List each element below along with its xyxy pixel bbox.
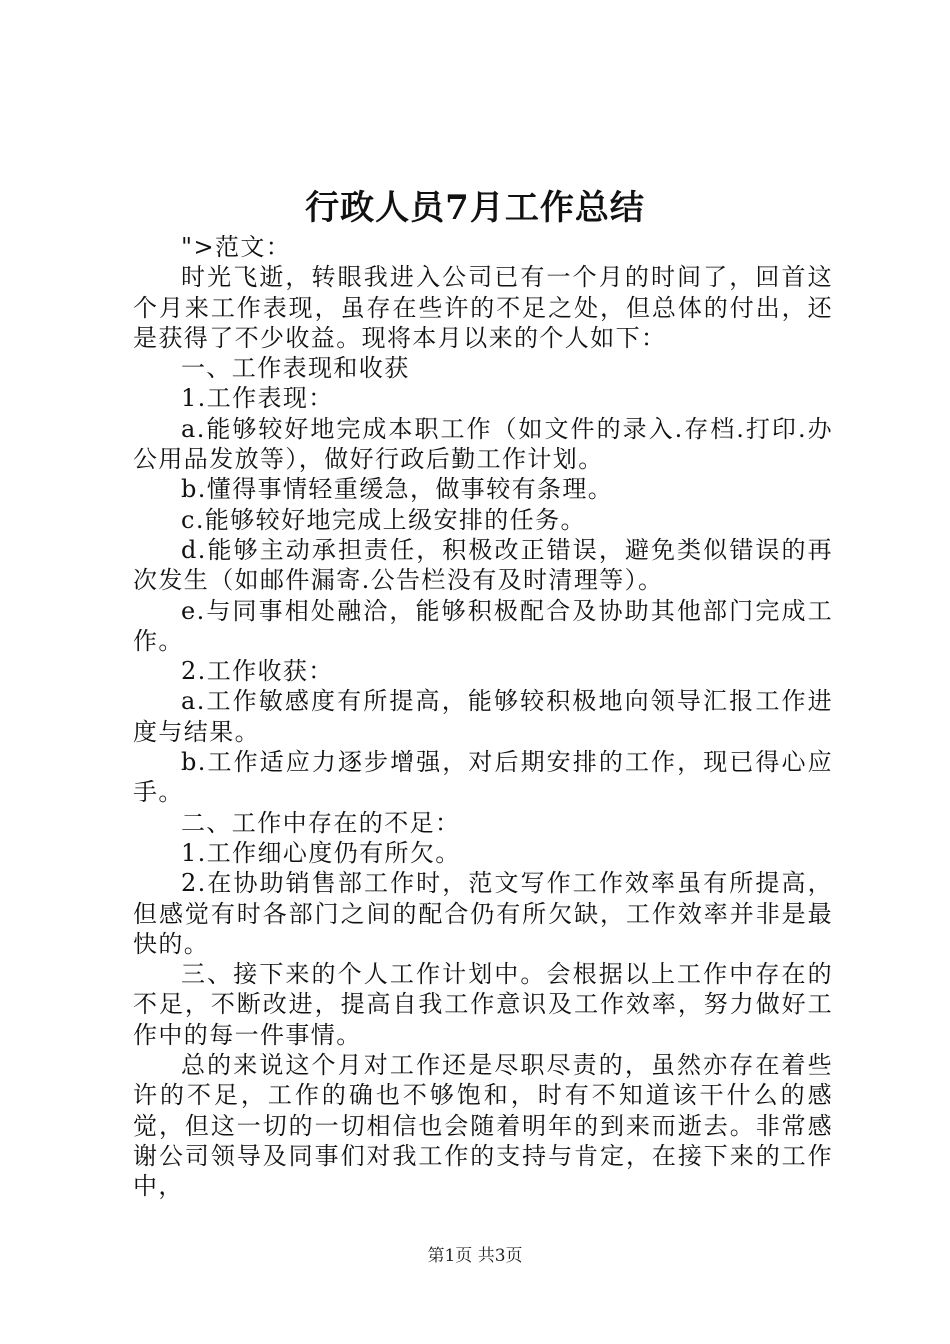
document-body xyxy=(133,232,833,1202)
list-item: b.懂得事情轻重缓急，做事较有条理。 xyxy=(181,475,614,504)
list-item: a.工作敏感度有所提高，能够较积极地向领导汇报工作进度与结果。 xyxy=(133,687,833,746)
list-item: 2.在协助销售部工作时，范文写作工作效率虽有所提高，但感觉有时各部门之间的配合仍有所欠缺，工作效率并非是最快的。 xyxy=(133,869,833,958)
paragraph: ">范文： xyxy=(181,233,292,261)
list-item: 1.工作细心度仍有所欠。 xyxy=(181,838,461,867)
list-item: d.能够主动承担责任，积极改正错误，避免类似错误的再次发生（如邮件漏寄.公告栏没有及时清理等）。 xyxy=(133,535,833,595)
section-heading: 一、工作表现和收获 xyxy=(181,354,410,383)
paragraph: 时光飞逝，转眼我进入公司已有一个月的时间了，回首这个月来工作表现，虽存在些许的不足之处，但总体的付出，还是获得了不少收益。现将本月以来的个人如下： xyxy=(133,263,833,352)
section-heading: 二、工作中存在的不足： xyxy=(181,808,461,837)
list-item: c.能够较好地完成上级安排的任务。 xyxy=(181,505,586,534)
list-item: e.与同事相处融洽，能够积极配合及协助其他部门完成工作。 xyxy=(133,596,833,655)
list-item: a.能够较好地完成本职工作（如文件的录入.存档.打印.办公用品发放等），做好行政后勤工作计划。 xyxy=(133,414,833,474)
subsection-heading: 2.工作收获： xyxy=(181,657,334,686)
subsection-heading: 1.工作表现： xyxy=(181,384,334,413)
document-title: 行政人员7月工作总结 xyxy=(305,188,645,228)
paragraph: 总的来说这个月对工作还是尽职尽责的，虽然亦存在着些许的不足，工作的确也不够饱和，时有不知道该干什么的感觉，但这一切的一切相信也会随着明年的到来而逝去。非常感谢公司领导及同事们对我工作的支持与肯定，在接下来的工作中， xyxy=(133,1051,833,1201)
section-heading: 三、接下来的个人工作计划中。会根据以上工作中存在的不足，不断改进，提高自我工作意识及工作效率，努力做好工作中的每一件事情。 xyxy=(133,960,833,1049)
list-item: b.工作适应力逐步增强，对后期安排的工作，现已得心应手。 xyxy=(133,748,833,807)
page-footer: 第1页 共3页 xyxy=(427,1246,523,1266)
